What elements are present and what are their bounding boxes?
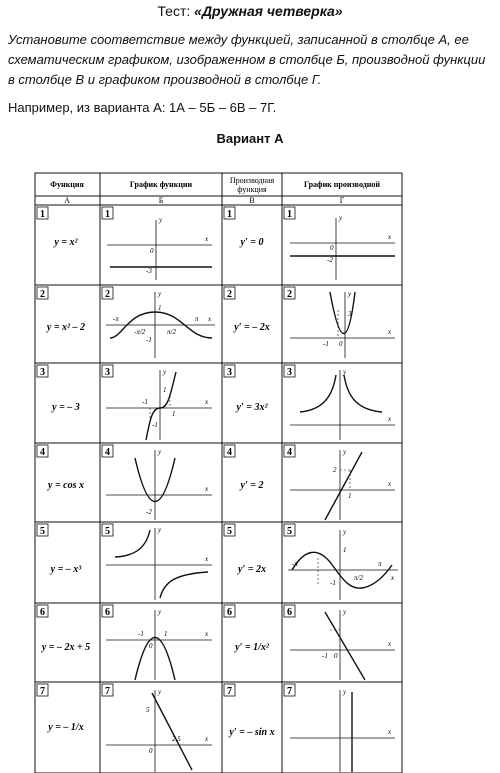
graph-b6 [106, 608, 212, 680]
svg-text:0: 0 [149, 747, 153, 755]
svg-text:1: 1 [343, 546, 347, 554]
svg-text:x: x [205, 555, 209, 563]
graph-d5 [288, 528, 398, 600]
graph-b7 [106, 688, 212, 772]
col-c-letter: В [249, 196, 255, 205]
svg-text:1: 1 [172, 410, 176, 418]
svg-text:0: 0 [149, 642, 153, 650]
deriv-3: y′ = 3x² [236, 402, 268, 413]
graph-d6 [290, 608, 395, 680]
svg-text:y: y [343, 688, 347, 696]
graph-b3 [106, 368, 212, 440]
graph-d3 [290, 368, 395, 440]
svg-text:2,5: 2,5 [172, 735, 181, 743]
svg-text:-1: -1 [322, 652, 328, 660]
svg-text:-π: -π [292, 560, 298, 568]
svg-text:0: 0 [150, 247, 154, 255]
func-2: y = x² – 2 [46, 322, 86, 333]
row-number: 3 [40, 367, 45, 378]
row-number: 7 [105, 686, 110, 697]
svg-text:y: y [158, 688, 162, 696]
graph-b1 [107, 216, 212, 280]
row-number: 7 [287, 686, 292, 697]
row-number: 5 [227, 526, 232, 537]
svg-text:x: x [388, 480, 392, 488]
svg-text:x: x [388, 328, 392, 336]
svg-text:-1: -1 [323, 340, 329, 348]
col-c-header-2: функция [237, 185, 267, 194]
col-b-header: График функции [129, 180, 193, 189]
row-numbers [37, 207, 295, 697]
svg-text:π/2: π/2 [354, 574, 363, 582]
row-number: 3 [227, 367, 232, 378]
graph-d7 [290, 688, 395, 772]
svg-text:y: y [343, 448, 347, 456]
graph-d1 [290, 214, 395, 280]
col-c-header: Производная [229, 176, 275, 185]
instruction-text: Установите соответствие между функцией, записанной в столбце А, ее схематическим графиком, изображенном в столбце Б, производной функции в столбце В и графиком производной в столбце Г. [8, 32, 486, 87]
deriv-2: y′ = – 2x [234, 322, 270, 333]
deriv-5: y′ = 2x [238, 564, 266, 575]
svg-text:-π/2: -π/2 [134, 328, 146, 336]
svg-text:0: 0 [339, 340, 343, 348]
svg-text:y: y [158, 526, 162, 534]
func-5: y = – x³ [50, 564, 82, 575]
svg-text:1: 1 [163, 386, 167, 394]
graph-d2 [290, 290, 395, 358]
svg-text:-2: -2 [146, 508, 152, 516]
svg-text:x: x [205, 485, 209, 493]
svg-text:y: y [163, 368, 167, 376]
deriv-6: y′ = 1/x² [235, 642, 269, 653]
example-text: Например, из варианта А: 1А – 5Б – 6В – 7Г. [8, 100, 277, 115]
col-a-header: Функция [50, 180, 84, 189]
col-d-header: График производной [304, 180, 380, 189]
graph-b4 [106, 448, 212, 520]
row-number: 6 [287, 607, 292, 618]
func-4: y = cos x [48, 480, 84, 491]
func-3: y = – 3 [52, 402, 80, 413]
svg-text:x: x [205, 735, 209, 743]
svg-text:x: x [388, 415, 392, 423]
row-number: 5 [40, 526, 45, 537]
row-number: 4 [40, 447, 45, 458]
svg-text:x: x [208, 315, 212, 323]
svg-text:y: y [348, 290, 352, 298]
deriv-1: y′ = 0 [240, 237, 264, 248]
svg-text:x: x [205, 235, 209, 243]
col-a-letter: А [64, 196, 70, 205]
svg-text:-1: -1 [330, 579, 336, 587]
svg-text:1: 1 [164, 630, 168, 638]
svg-text:0: 0 [334, 652, 338, 660]
svg-text:-1: -1 [142, 398, 148, 406]
svg-text:x: x [388, 728, 392, 736]
row-number: 4 [227, 447, 232, 458]
svg-text:y: y [343, 368, 347, 376]
row-number: 1 [105, 209, 110, 220]
func-1: y = x² [54, 237, 78, 248]
svg-text:y: y [159, 216, 163, 224]
svg-text:x: x [388, 640, 392, 648]
row-number: 4 [287, 447, 292, 458]
row-number: 2 [287, 289, 292, 300]
func-6: y = – 2x + 5 [41, 642, 91, 653]
svg-text:π/2: π/2 [167, 328, 176, 336]
row-number: 6 [227, 607, 232, 618]
svg-text:x: x [205, 630, 209, 638]
graph-b5 [106, 526, 212, 600]
col-d-letter: Г [339, 196, 345, 205]
svg-text:1: 1 [158, 304, 162, 312]
svg-text:-1: -1 [138, 630, 144, 638]
variant-title: Вариант А [216, 131, 284, 146]
row-number: 1 [40, 209, 45, 220]
row-number: 7 [40, 686, 45, 697]
svg-text:5: 5 [146, 706, 150, 714]
func-7: y = – 1/x [48, 722, 84, 733]
row-number: 3 [287, 367, 292, 378]
graph-d4 [290, 448, 395, 520]
row-number: 2 [227, 289, 232, 300]
graph-b2 [106, 290, 215, 358]
svg-text:x: x [205, 398, 209, 406]
svg-text:x: x [391, 574, 395, 582]
table-grid [35, 173, 402, 773]
svg-text:-π: -π [113, 315, 119, 323]
row-number: 6 [40, 607, 45, 618]
row-number: 2 [105, 289, 110, 300]
svg-text:x: x [388, 233, 392, 241]
col-b-letter: Б [158, 196, 164, 205]
deriv-4: y′ = 2 [240, 480, 264, 491]
svg-text:1: 1 [348, 492, 352, 500]
row-number: 1 [227, 209, 232, 220]
svg-text:-1: -1 [146, 336, 152, 344]
test-prefix: Тест: [157, 3, 191, 19]
deriv-7: y′ = – sin x [229, 727, 275, 738]
svg-text:-1: -1 [152, 421, 158, 429]
row-number: 5 [287, 526, 292, 537]
row-number: 2 [40, 289, 45, 300]
test-name: «Дружная четверка» [194, 3, 343, 19]
svg-text:3: 3 [348, 310, 352, 318]
svg-text:π: π [195, 315, 199, 323]
svg-text:-3: -3 [146, 267, 152, 275]
svg-text:y: y [158, 608, 162, 616]
row-number: 7 [227, 686, 232, 697]
svg-text:y: y [343, 528, 347, 536]
svg-text:y: y [158, 290, 162, 298]
svg-text:2: 2 [333, 466, 337, 474]
row-number: 1 [287, 209, 292, 220]
svg-text:0: 0 [330, 244, 334, 252]
svg-text:y: y [158, 448, 162, 456]
row-number: 6 [105, 607, 110, 618]
row-number: 4 [105, 447, 110, 458]
svg-text:y: y [339, 214, 343, 222]
svg-text:-2: -2 [327, 256, 333, 264]
row-number: 5 [105, 526, 110, 537]
svg-text:π: π [378, 560, 382, 568]
row-number: 3 [105, 367, 110, 378]
svg-text:y: y [343, 608, 347, 616]
